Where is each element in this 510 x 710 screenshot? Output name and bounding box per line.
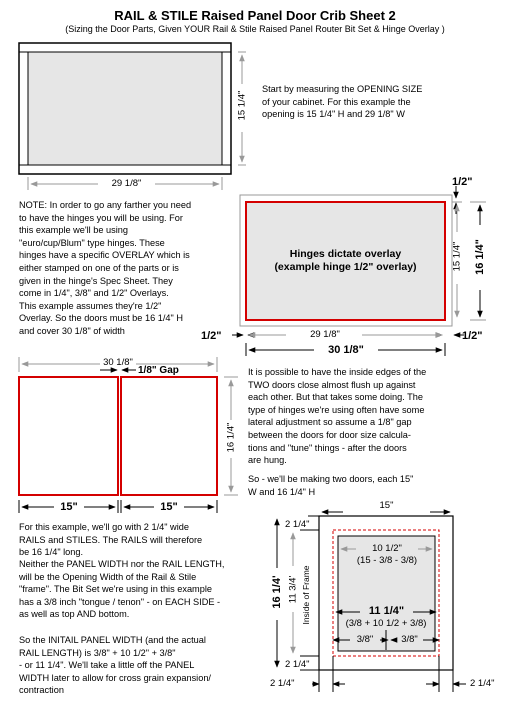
top-overlay-label: 1/2": [452, 176, 473, 188]
opening-height-label: 15 1/4": [236, 90, 248, 121]
right-door-width-label: 15": [160, 501, 178, 513]
outer-width-label: 30 1/8": [328, 344, 364, 356]
gap-label: 1/8" Gap: [138, 365, 179, 376]
frame-door-width-label: 15": [379, 500, 394, 511]
opening-width-10-label: 10 1/2": [372, 543, 402, 554]
rails-stiles-text: For this example, we'll go with 2 1/4" wide RAILS and STILES. The RAILS will therefore be 16 1/4" long.: [19, 522, 203, 558]
opening-calc-label: (15 - 3/8 - 3/8): [356, 555, 418, 566]
total-door-width-label: 30 1/8": [103, 357, 133, 368]
overlay-caption-line2: (example hinge 1/2" overlay): [274, 261, 417, 273]
two-doors-diagram: [19, 357, 238, 513]
inside-frame-caption: Inside of Frame: [301, 565, 311, 625]
door-height-label: 16 1/4": [225, 422, 237, 453]
inner-height-label: 15 1/4": [451, 241, 463, 272]
left-stile-label: 2 1/4": [270, 678, 295, 689]
frame-height-label: 16 1/4': [271, 575, 283, 609]
tenon-text: Neither the PANEL WIDTH nor the RAIL LENGTH, will be the Opening Width of the Rail & Stile "frame". The Bit Set we're using in this example has a 3/8 inch "tongue / tenon" - on EACH SIDE - as well as top AND bottom.: [19, 559, 225, 620]
page-subtitle: (Sizing the Door Parts, Given YOUR Rail & Stile Raised Panel Router Bit Set & Hinge Overlay ): [65, 24, 445, 34]
inner-width-label: 29 1/8": [310, 329, 340, 340]
opening-size-text: Start by measuring the OPENING SIZE of your cabinet. For this example the opening is 15 1/4" H and 29 1/8" W: [262, 84, 423, 120]
panel-width-label: 11 1/4": [368, 605, 405, 617]
right-overlay-label: 1/2": [462, 330, 483, 342]
two-doors-summary-text: So - we'll be making two doors, each 15" W and 16 1/4" H: [248, 474, 414, 497]
panel-calc-label: (3/8 + 10 1/2 + 3/8): [345, 618, 427, 629]
opening-width-label: 29 1/8": [111, 178, 142, 189]
right-tenon-label: 3/8": [401, 634, 418, 645]
cabinet-opening-diagram: [19, 43, 246, 190]
page-title: RAIL & STILE Raised Panel Door Crib Sheet 2: [114, 8, 396, 23]
bottom-rail-label: 2 1/4": [285, 659, 310, 670]
gap-explanation-text: It is possible to have the inside edges of the TWO doors close almost flush up against each other. But that takes some doing. The type of hinges we're using often have some lateral adjustment so assume a 1/8" gap between the doors for door size calcula- tions and "tune" things - after the doors are hung.: [248, 367, 427, 466]
top-rail-label: 2 1/4": [285, 519, 310, 530]
panel-width-text: So the INITAIL PANEL WIDTH (and the actual RAIL LENGTH) is 3/8" + 10 1/2" + 3/8" - or 11 1/4". We'll take a little off the PANEL WIDTH later to allow for cross grain expansion/ contraction: [19, 635, 211, 696]
overlay-caption-line1: Hinges dictate overlay: [289, 248, 402, 260]
inside-frame-label: 11 3/4': [287, 575, 299, 604]
overlay-caption: [248, 248, 443, 274]
left-overlay-label: 1/2": [201, 330, 222, 342]
left-door-width-label: 15": [60, 501, 78, 513]
left-tenon-label: 3/8": [356, 634, 374, 645]
outer-height-label: 16 1/4": [474, 239, 486, 275]
hinge-note-text: NOTE: In order to go any farther you need to have the hinges you will be using. For this example we'll be using "euro/cup/Blum" type hinges. These hinges have a specific OVERLAY which is either stamped on one of the parts or is given in the hinge's Spec Sheet. They come in 1/4", 3/8" and 1/2" Overlays. This example assumes they're 1/2" Overlay. So the doors must be 16 1/4" H and cover 30 1/8" of width: [19, 200, 192, 336]
right-stile-label: 2 1/4": [470, 678, 495, 689]
